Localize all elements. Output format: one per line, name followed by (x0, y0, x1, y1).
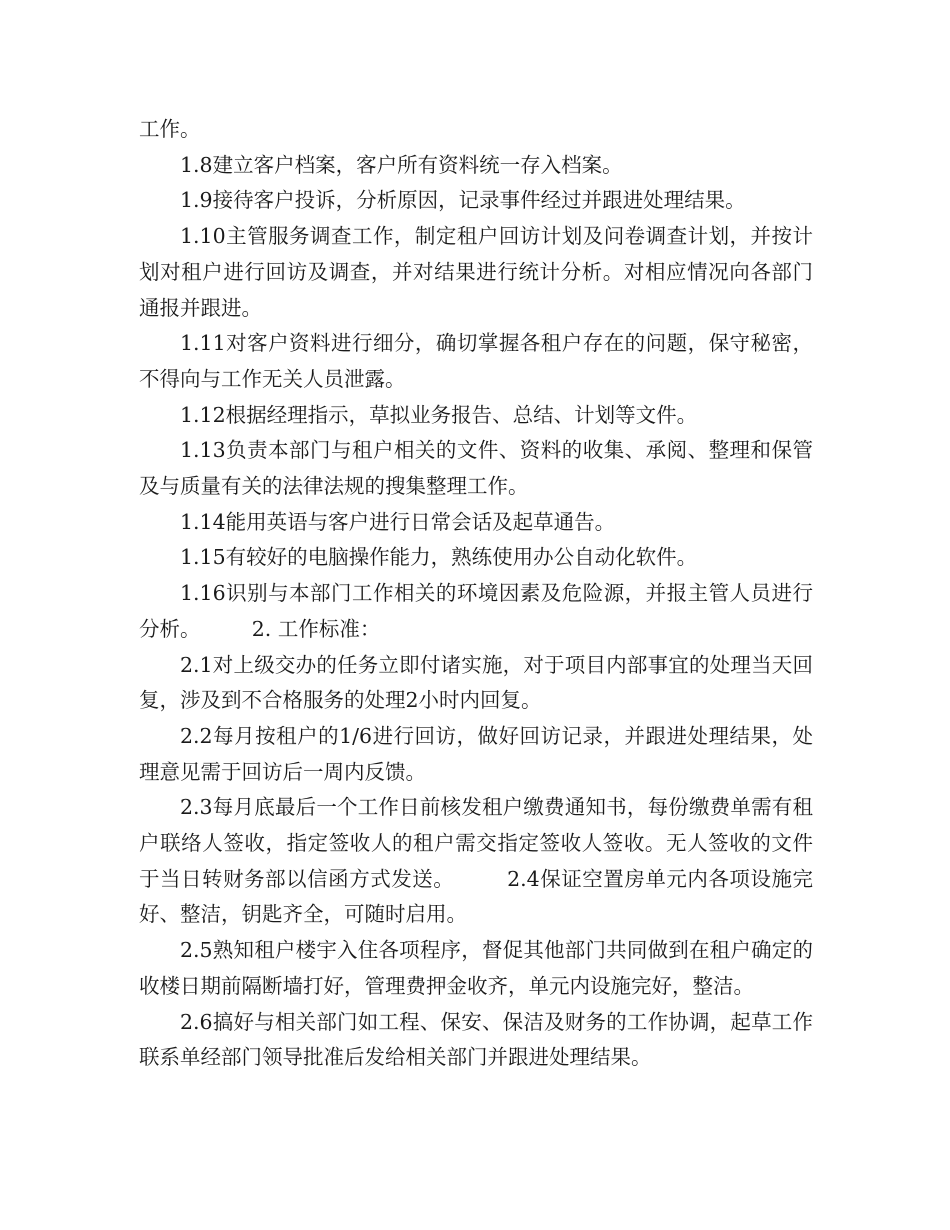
paragraph-1-8: 1.8建立客户档案，客户所有资料统一存入档案。 (180, 152, 623, 177)
paragraph-1-13: 1.13负责本部门与租户相关的文件、资料的收集、承阅、整理和保管及与质量有关的法律法规的搜集整理工作。 (139, 438, 813, 499)
paragraph-2-1: 2.1对上级交办的任务立即付诸实施，对于项目内部事宜的处理当天回复，涉及到不合格服务的处理2小时内回复。 (139, 652, 813, 713)
paragraph-2-2: 2.2每月按租户的1/6进行回访，做好回访记录，并跟进处理结果，处理意见需于回访后一周内反馈。 (139, 723, 813, 784)
paragraph-1-9: 1.9接待客户投诉，分析原因，记录事件经过并跟进处理结果。 (180, 188, 746, 213)
paragraph-1-14: 1.14能用英语与客户进行日常会话及起草通告。 (180, 509, 616, 534)
paragraph-2-3: 2.3每月底最后一个工作日前核发租户缴费通知书，每份缴费单需有租户联络人签收，指定签收人的租户需交指定签收人签收。无人签收的文件于当日转财务部以信函方式发送。 2.4保证空置房单元内各项设施完好、整洁，钥匙齐全，可随时启用。 (139, 795, 813, 927)
paragraph-1-10: 1.10主管服务调查工作，制定租户回访计划及问卷调查计划，并按计划对租户进行回访及调查，并对结果进行统计分析。对相应情况向各部门通报并跟进。 (139, 224, 813, 320)
paragraph-continuation: 工作。 (139, 117, 201, 141)
document-page (139, 112, 813, 1076)
paragraph-1-12: 1.12根据经理指示，草拟业务报告、总结、计划等文件。 (180, 402, 698, 427)
paragraph-1-16: 1.16识别与本部门工作相关的环境因素及危险源，并报主管人员进行分析。 2. 工作标准： (139, 581, 813, 641)
paragraph-2-5: 2.5熟知租户楼宇入住各项程序，督促其他部门共同做到在租户确定的收楼日期前隔断墙打好，管理费押金收齐，单元内设施完好，整洁。 (139, 938, 813, 998)
paragraph-1-11: 1.11对客户资料进行细分，确切掌握各租户存在的问题，保守秘密，不得向与工作无关人员泄露。 (139, 331, 813, 391)
paragraph-2-6: 2.6搞好与相关部门如工程、保安、保洁及财务的工作协调，起草工作联系单经部门领导批准后发给相关部门并跟进处理结果。 (139, 1009, 813, 1070)
paragraph-1-15: 1.15有较好的电脑操作能力，熟练使用办公自动化软件。 (180, 545, 698, 570)
